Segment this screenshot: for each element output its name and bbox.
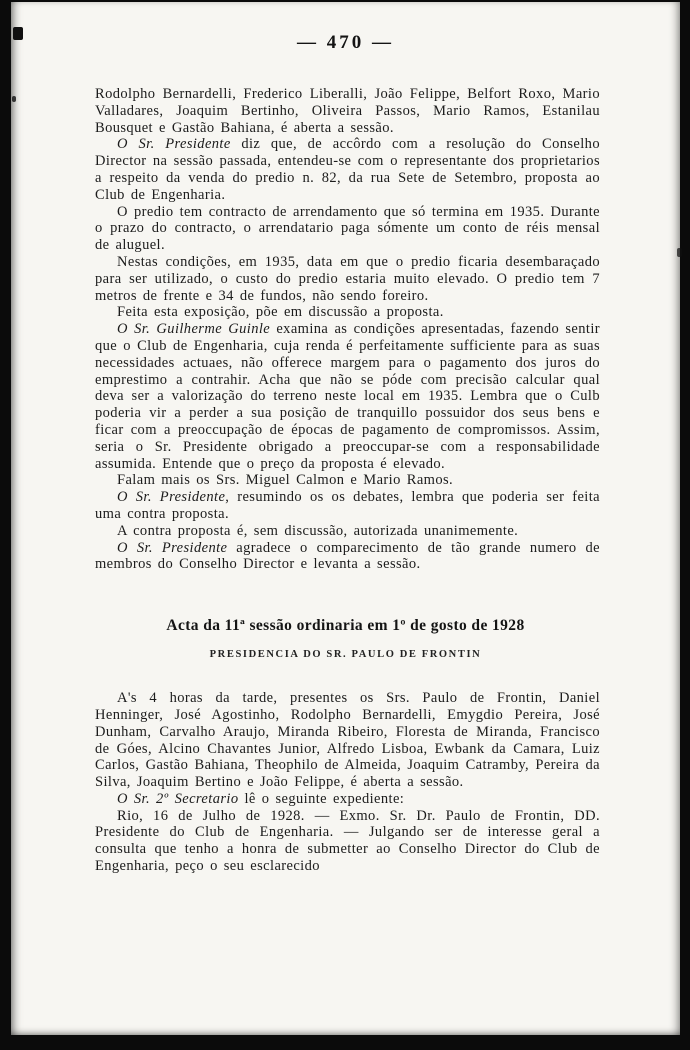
paragraph bbox=[95, 321, 600, 472]
emphasized-text: O Sr. Presidente bbox=[117, 136, 231, 153]
scan-artifact-speck bbox=[12, 96, 16, 102]
body-text-segment: diz que, de accôrdo com a resolução do Conselho Director na sessão passada, entendeu-se com o representante dos proprietarios a respeito da venda do predio n. 82, da rua Sete de Setembro, proposta ao Club de Engenharia. bbox=[95, 136, 600, 203]
emphasized-text: O Sr. Presidente bbox=[117, 489, 226, 506]
paragraph bbox=[95, 136, 600, 203]
session-2-minutes bbox=[95, 690, 600, 875]
emphasized-text: O Sr. Guilherme Guinle bbox=[117, 321, 271, 338]
paragraph bbox=[95, 808, 600, 875]
paragraph bbox=[95, 523, 600, 540]
body-text-segment: O predio tem contracto de arrendamento que só termina em 1935. Durante o prazo do contracto, o arrendatario paga sómente um conto de réis mensal de aluguel. bbox=[95, 203, 600, 254]
session-2-subheading: PRESIDENCIA DO SR. PAULO DE FRONTIN bbox=[209, 649, 482, 661]
paragraph bbox=[95, 254, 600, 304]
body-text-segment: , resumindo os os debates, lembra que poderia ser feita uma contra proposta. bbox=[95, 489, 600, 522]
body-text-segment: Falam mais os Srs. Miguel Calmon e Mario Ramos. bbox=[117, 472, 454, 489]
paragraph bbox=[95, 472, 600, 489]
body-text-segment: examina as condições apresentadas, fazendo sentir que o Club de Engenharia, cuja renda é perfeitamente sufficiente para as suas necessidades actuaes, não offerece margem para o pagamento dos juros do emprestimo a contrahir. Acha que não se póde com precisão calcular qual deva ser a valorização do terreno neste local em 1935. Lembra que o Culb poderia vir a perder a sua posição de tranquillo possuidor dos seus bens e ficar com a preoccupação de épocas de pagamento de compromissos. Assim, seria o Sr. Presidente obrigado a preoccupar-se com a responsabilidade assumida. Entende que o preço da proposta é elevado. bbox=[95, 321, 600, 472]
page-surface bbox=[11, 2, 680, 1035]
paragraph bbox=[95, 304, 600, 321]
paragraph bbox=[95, 204, 600, 254]
body-text-segment: Feita esta exposição, põe em discussão a proposta. bbox=[117, 304, 444, 321]
body-text-segment: lê o seguinte expediente: bbox=[238, 790, 405, 807]
emphasized-text: O Sr. 2º Secretario bbox=[117, 790, 239, 807]
session-1-minutes bbox=[95, 86, 600, 573]
page-number: — 470 — bbox=[297, 32, 394, 53]
scan-artifact-speck bbox=[13, 27, 23, 40]
paragraph bbox=[95, 540, 600, 574]
session-2-heading: Acta da 11ª sessão ordinaria em 1º de gosto de 1928 bbox=[166, 617, 525, 635]
body-text-segment: A's 4 horas da tarde, presentes os Srs. Paulo de Frontin, Daniel Henninger, José Agostinho, Rodolpho Bernardelli, Emygdio Pereira, José Dunham, Carvalho Araujo, Miranda Ribeiro, Floresta de Miranda, Francisco de Góes, Alcino Chavantes Junior, Alfredo Lisboa, Ewbank da Camara, Luiz Carlos, Gastão Bahiana, Theophilo de Almeida, Joaquim Catramby, Pereira da Silva, Joaquim Bertino e João Felippe, é aberta a sessão. bbox=[95, 690, 600, 791]
paragraph bbox=[95, 86, 600, 136]
body-text-segment: agradece o comparecimento de tão grande numero de membros do Conselho Director e levanta a sessão. bbox=[95, 539, 600, 573]
scan-artifact-speck bbox=[677, 248, 682, 257]
body-text-segment: Rodolpho Bernardelli, Frederico Liberalli, João Felippe, Belfort Roxo, Mario Valladares, Joaquim Bertinho, Oliveira Passos, Mario Ramos, Estanilau Bousquet e Gastão Bahiana, é aberta a sessão. bbox=[95, 86, 600, 136]
body-text-segment: Rio, 16 de Julho de 1928. — Exmo. Sr. Dr. Paulo de Frontin, DD. Presidente do Club de Engenharia. — Julgando ser de interesse geral a consulta que tenho a honra de submetter ao Conselho Director do Club de Engenharia, peço o seu esclarecido bbox=[95, 807, 600, 875]
paragraph bbox=[95, 690, 600, 791]
paragraph bbox=[95, 791, 600, 808]
body-text-segment: A contra proposta é, sem discussão, autorizada unanimemente. bbox=[117, 522, 519, 539]
body-text-segment: Nestas condições, em 1935, data em que o predio ficaria desembaraçado para ser utilizado, o custo do predio estaria muito elevado. O predio tem 7 metros de frente e 34 de fundos, não sendo foreiro. bbox=[95, 253, 600, 304]
emphasized-text: O Sr. Presidente bbox=[117, 539, 228, 556]
paragraph bbox=[95, 489, 600, 523]
